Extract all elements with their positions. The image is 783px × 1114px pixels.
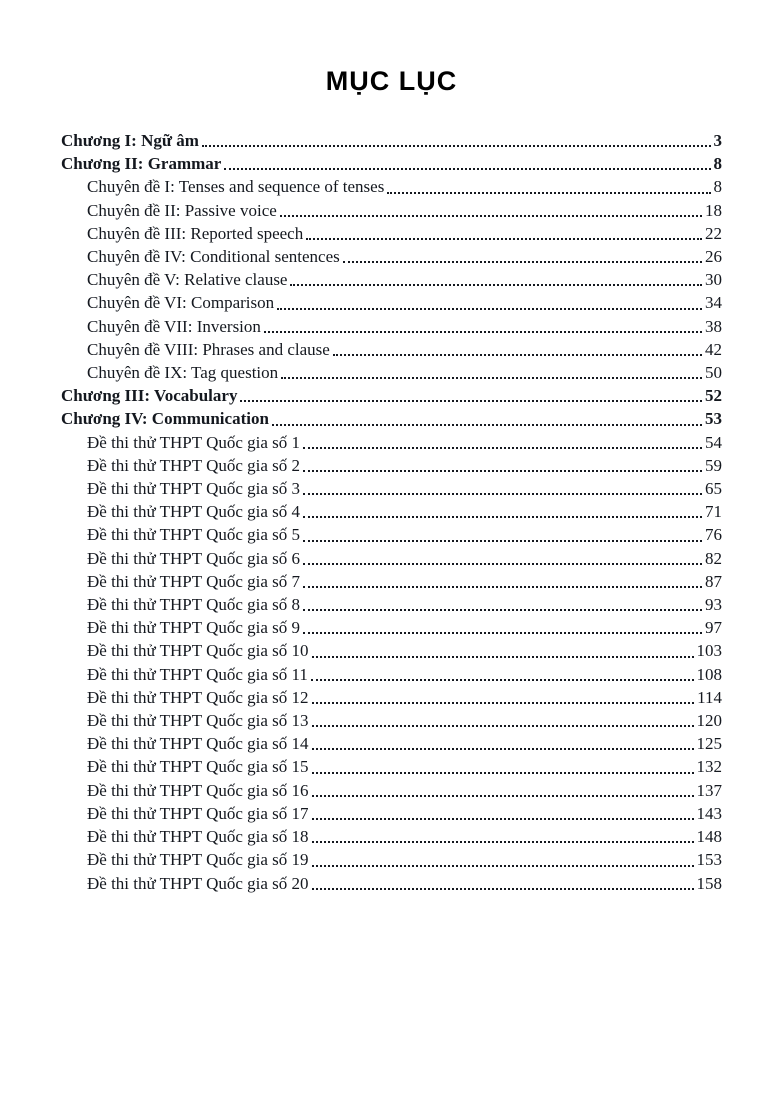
toc-entry[interactable] bbox=[61, 639, 722, 662]
toc-entry[interactable] bbox=[61, 291, 722, 314]
toc-entry[interactable] bbox=[61, 732, 722, 755]
toc-entry-page: 65 bbox=[705, 479, 722, 499]
toc-leader-dots bbox=[302, 477, 703, 500]
toc-entry-page: 59 bbox=[705, 455, 722, 475]
toc-entry-page: 76 bbox=[705, 525, 722, 545]
toc-leader-dots bbox=[311, 639, 695, 662]
toc-leader-dots bbox=[276, 291, 703, 314]
toc-entry[interactable] bbox=[61, 779, 722, 802]
toc-entry-page: 158 bbox=[696, 873, 722, 893]
toc-entry-label: Đề thi thử THPT Quốc gia số 4 bbox=[87, 502, 301, 522]
toc-entry-page: 38 bbox=[705, 316, 722, 336]
toc-entry-page: 148 bbox=[696, 827, 722, 847]
toc-leader-dots bbox=[302, 431, 703, 454]
toc-entry-page: 8 bbox=[713, 154, 722, 174]
toc-leader-dots bbox=[223, 152, 711, 175]
toc-entry[interactable] bbox=[61, 547, 722, 570]
toc-entry-label: Chuyên đề IV: Conditional sentences bbox=[87, 247, 340, 267]
toc-leader-dots bbox=[311, 848, 695, 871]
toc-entry-label: Chuyên đề VIII: Phrases and clause bbox=[87, 339, 330, 359]
toc-leader-dots bbox=[311, 802, 695, 825]
toc-leader-dots bbox=[271, 407, 703, 430]
toc-entry-label: Đề thi thử THPT Quốc gia số 8 bbox=[87, 595, 301, 615]
toc-entry-page: 18 bbox=[705, 200, 722, 220]
toc-leader-dots bbox=[201, 129, 712, 152]
toc-entry-page: 71 bbox=[705, 502, 722, 522]
toc-entry-page: 137 bbox=[696, 780, 722, 800]
toc-entry-label: Chuyên đề V: Relative clause bbox=[87, 270, 288, 290]
toc-entry[interactable] bbox=[61, 802, 722, 825]
toc-entry-label: Đề thi thử THPT Quốc gia số 2 bbox=[87, 455, 301, 475]
toc-entry[interactable] bbox=[61, 500, 722, 523]
toc-entry-page: 8 bbox=[713, 177, 722, 197]
toc-entry-page: 82 bbox=[705, 548, 722, 568]
toc-entry-label: Đề thi thử THPT Quốc gia số 3 bbox=[87, 479, 301, 499]
toc-leader-dots bbox=[310, 663, 695, 686]
toc-entry-page: 125 bbox=[696, 734, 722, 754]
toc-leader-dots bbox=[305, 222, 703, 245]
toc-entry-label: Đề thi thử THPT Quốc gia số 14 bbox=[87, 734, 309, 754]
toc-entry-page: 153 bbox=[696, 850, 722, 870]
toc-entry[interactable] bbox=[61, 570, 722, 593]
toc-entry-label: Chuyên đề VII: Inversion bbox=[87, 316, 261, 336]
toc-leader-dots bbox=[263, 315, 703, 338]
toc-entry[interactable] bbox=[61, 709, 722, 732]
toc-entry-label: Đề thi thử THPT Quốc gia số 19 bbox=[87, 850, 309, 870]
toc-entry-label: Đề thi thử THPT Quốc gia số 7 bbox=[87, 571, 301, 591]
toc-entry[interactable] bbox=[61, 477, 722, 500]
toc-entry[interactable] bbox=[61, 431, 722, 454]
toc-entry-label: Đề thi thử THPT Quốc gia số 12 bbox=[87, 687, 309, 707]
toc-leader-dots bbox=[239, 384, 703, 407]
toc-entry-page: 97 bbox=[705, 618, 722, 638]
toc-leader-dots bbox=[280, 361, 703, 384]
toc-entry[interactable] bbox=[61, 361, 722, 384]
toc-entry[interactable] bbox=[61, 175, 722, 198]
toc-entry-page: 50 bbox=[705, 363, 722, 383]
toc-leader-dots bbox=[311, 709, 695, 732]
toc-leader-dots bbox=[332, 338, 703, 361]
toc-entry-label: Chuyên đề VI: Comparison bbox=[87, 293, 275, 313]
toc-entry-label: Chương IV: Communication bbox=[61, 409, 269, 429]
toc-entry-label: Đề thi thử THPT Quốc gia số 9 bbox=[87, 618, 301, 638]
toc-entry[interactable] bbox=[61, 593, 722, 616]
toc-entry[interactable] bbox=[61, 152, 722, 175]
toc-entry[interactable] bbox=[61, 338, 722, 361]
toc-entry[interactable] bbox=[61, 315, 722, 338]
toc-entry-label: Đề thi thử THPT Quốc gia số 6 bbox=[87, 548, 301, 568]
toc-entry[interactable] bbox=[61, 222, 722, 245]
toc-entry-label: Chương III: Vocabulary bbox=[61, 386, 238, 406]
toc-list bbox=[61, 129, 722, 895]
toc-entry-label: Đề thi thử THPT Quốc gia số 17 bbox=[87, 803, 309, 823]
toc-entry-page: 143 bbox=[696, 803, 722, 823]
page-title: MỤC LỤC bbox=[325, 66, 458, 96]
toc-entry-label: Đề thi thử THPT Quốc gia số 15 bbox=[87, 757, 309, 777]
toc-entry-page: 103 bbox=[696, 641, 722, 661]
toc-entry-page: 114 bbox=[697, 687, 722, 707]
toc-entry-page: 34 bbox=[705, 293, 722, 313]
toc-entry-label: Đề thi thử THPT Quốc gia số 1 bbox=[87, 432, 301, 452]
toc-entry[interactable] bbox=[61, 523, 722, 546]
toc-leader-dots bbox=[302, 570, 703, 593]
toc-entry-label: Đề thi thử THPT Quốc gia số 11 bbox=[87, 664, 308, 684]
toc-entry-page: 30 bbox=[705, 270, 722, 290]
toc-entry[interactable] bbox=[61, 384, 722, 407]
toc-entry-page: 108 bbox=[696, 664, 722, 684]
toc-leader-dots bbox=[311, 686, 696, 709]
toc-leader-dots bbox=[311, 732, 695, 755]
toc-entry-page: 26 bbox=[705, 247, 722, 267]
toc-leader-dots bbox=[302, 593, 703, 616]
toc-entry-page: 54 bbox=[705, 432, 722, 452]
toc-entry[interactable] bbox=[61, 663, 722, 686]
toc-leader-dots bbox=[311, 825, 695, 848]
toc-entry-page: 42 bbox=[705, 339, 722, 359]
toc-entry[interactable] bbox=[61, 199, 722, 222]
toc-entry[interactable] bbox=[61, 245, 722, 268]
toc-entry-page: 53 bbox=[705, 409, 722, 429]
toc-leader-dots bbox=[386, 175, 711, 198]
toc-entry[interactable] bbox=[61, 129, 722, 152]
toc-leader-dots bbox=[302, 523, 703, 546]
toc-leader-dots bbox=[342, 245, 703, 268]
toc-entry[interactable] bbox=[61, 616, 722, 639]
toc-entry-page: 3 bbox=[713, 131, 722, 150]
toc-entry[interactable] bbox=[61, 755, 722, 778]
toc-entry-page: 87 bbox=[705, 571, 722, 591]
toc-entry[interactable] bbox=[61, 454, 722, 477]
toc-entry[interactable] bbox=[61, 407, 722, 430]
toc-leader-dots bbox=[302, 500, 703, 523]
toc-entry-page: 132 bbox=[696, 757, 722, 777]
toc-leader-dots bbox=[302, 454, 703, 477]
toc-entry-label: Đề thi thử THPT Quốc gia số 16 bbox=[87, 780, 309, 800]
toc-leader-dots bbox=[279, 199, 703, 222]
toc-leader-dots bbox=[311, 872, 695, 895]
toc-entry[interactable] bbox=[61, 686, 722, 709]
toc-leader-dots bbox=[289, 268, 703, 291]
toc-entry-label: Chuyên đề I: Tenses and sequence of tenses bbox=[87, 177, 385, 197]
toc-leader-dots bbox=[311, 755, 695, 778]
toc-entry-label: Đề thi thử THPT Quốc gia số 18 bbox=[87, 827, 309, 847]
toc-entry-label: Chương I: Ngữ âm bbox=[61, 131, 199, 150]
toc-entry[interactable] bbox=[61, 825, 722, 848]
toc-entry-page: 120 bbox=[696, 711, 722, 731]
toc-leader-dots bbox=[302, 547, 703, 570]
toc-entry-label: Chương II: Grammar bbox=[61, 154, 222, 174]
toc-entry[interactable] bbox=[61, 268, 722, 291]
toc-entry-label: Đề thi thử THPT Quốc gia số 5 bbox=[87, 525, 301, 545]
toc-entry-label: Đề thi thử THPT Quốc gia số 10 bbox=[87, 641, 309, 661]
toc-leader-dots bbox=[311, 779, 695, 802]
toc-entry-page: 22 bbox=[705, 223, 722, 243]
toc-entry-page: 52 bbox=[705, 386, 722, 406]
toc-entry-label: Chuyên đề IX: Tag question bbox=[87, 363, 279, 383]
toc-entry[interactable] bbox=[61, 872, 722, 895]
toc-entry-label: Đề thi thử THPT Quốc gia số 20 bbox=[87, 873, 309, 893]
toc-entry[interactable] bbox=[61, 848, 722, 871]
toc-leader-dots bbox=[302, 616, 703, 639]
toc-entry-label: Chuyên đề II: Passive voice bbox=[87, 200, 277, 220]
toc-entry-label: Chuyên đề III: Reported speech bbox=[87, 223, 304, 243]
toc-entry-label: Đề thi thử THPT Quốc gia số 13 bbox=[87, 711, 309, 731]
toc-entry-page: 93 bbox=[705, 595, 722, 615]
